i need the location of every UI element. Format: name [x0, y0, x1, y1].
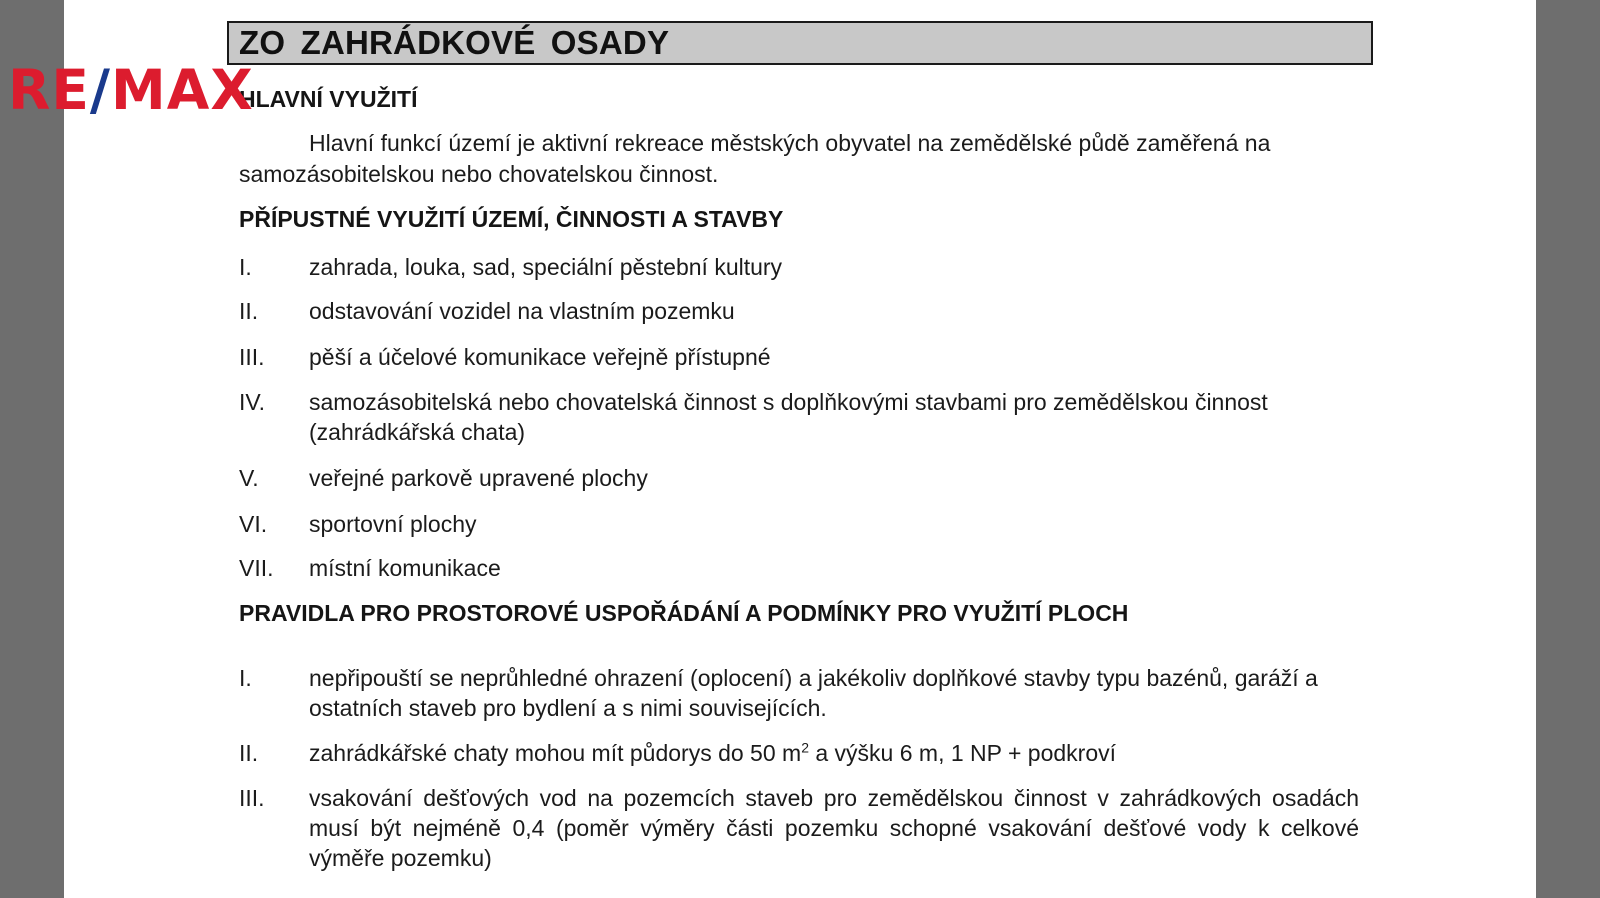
list-item	[239, 252, 1359, 282]
logo-text-max: MAX	[111, 58, 254, 122]
list-item-number: III.	[239, 785, 265, 811]
list-item-text: nepřipouští se neprůhledné ohrazení (oplocení) a jakékoliv doplňkové stavby typu bazénů, garáží a ostatních staveb pro bydlení a s nimi souvisejících.	[309, 665, 1318, 721]
list-item-number: V.	[239, 465, 259, 491]
viewer-right-gutter	[1536, 0, 1600, 898]
list-item-text: vsakování dešťových vod na pozemcích staveb pro zemědělskou činnost v zahrádkových osadách musí být nejméně 0,4 (poměr výměry části pozemku schopné vsakování dešťové vody k celkové výměře pozemku)	[309, 785, 1359, 871]
list-item-number: VII.	[239, 555, 274, 581]
list-item-text-part: a výšku 6 m, 1 NP + podkroví	[808, 740, 1117, 766]
list-item	[239, 296, 1359, 326]
list-item-number: IV.	[239, 389, 266, 415]
list-item	[239, 663, 1359, 723]
list-item-number: II.	[239, 298, 259, 324]
list-item	[239, 342, 1359, 372]
list-item-number: I.	[239, 254, 252, 280]
section-heading-main-use: HLAVNÍ VYUŽITÍ	[239, 86, 418, 112]
list-item	[239, 738, 1359, 768]
remax-logo	[8, 60, 254, 120]
main-use-text: Hlavní funkcí území je aktivní rekreace městských obyvatel na zemědělské půdě zaměřená na samozásobitelskou nebo chovatelskou činnost.	[239, 130, 1271, 187]
list-item-number: III.	[239, 344, 265, 370]
list-item-text: odstavování vozidel na vlastním pozemku	[309, 298, 735, 324]
document-page	[64, 0, 1536, 898]
list-item-text: pěší a účelové komunikace veřejně přístupné	[309, 344, 771, 370]
list-item-text	[309, 738, 1359, 768]
list-item-text: sportovní plochy	[309, 511, 477, 537]
list-item-text: samozásobitelská nebo chovatelská činnost s doplňkovými stavbami pro zemědělskou činnost (zahrádkářská chata)	[309, 389, 1268, 445]
logo-text-re: RE	[8, 58, 90, 122]
list-item	[239, 387, 1359, 447]
list-item-number: II.	[239, 740, 259, 766]
superscript: 2	[801, 739, 809, 756]
list-item	[239, 783, 1359, 873]
list-item-number: I.	[239, 665, 252, 691]
document-title: ZO ZAHRÁDKOVÉ OSADY	[227, 21, 1373, 65]
list-item-text-part: zahrádkářské chaty mohou mít půdorys do 50 m	[309, 740, 802, 766]
logo-slash: /	[89, 58, 112, 122]
section-heading-spatial-rules: PRAVIDLA PRO PROSTOROVÉ USPOŘÁDÁNÍ A PODMÍNKY PRO VYUŽITÍ PLOCH	[239, 600, 1129, 626]
list-item	[239, 463, 1359, 493]
list-item-text: zahrada, louka, sad, speciální pěstební kultury	[309, 254, 783, 280]
list-item	[239, 509, 1359, 539]
list-item-number: VI.	[239, 511, 268, 537]
list-item-text: místní komunikace	[309, 555, 501, 581]
list-item-text: veřejné parkově upravené plochy	[309, 465, 648, 491]
viewer-left-gutter	[0, 0, 64, 898]
list-item	[239, 553, 1359, 583]
main-use-paragraph	[239, 128, 1329, 190]
section-heading-permitted-use: PŘÍPUSTNÉ VYUŽITÍ ÚZEMÍ, ČINNOSTI A STAVBY	[239, 206, 784, 232]
